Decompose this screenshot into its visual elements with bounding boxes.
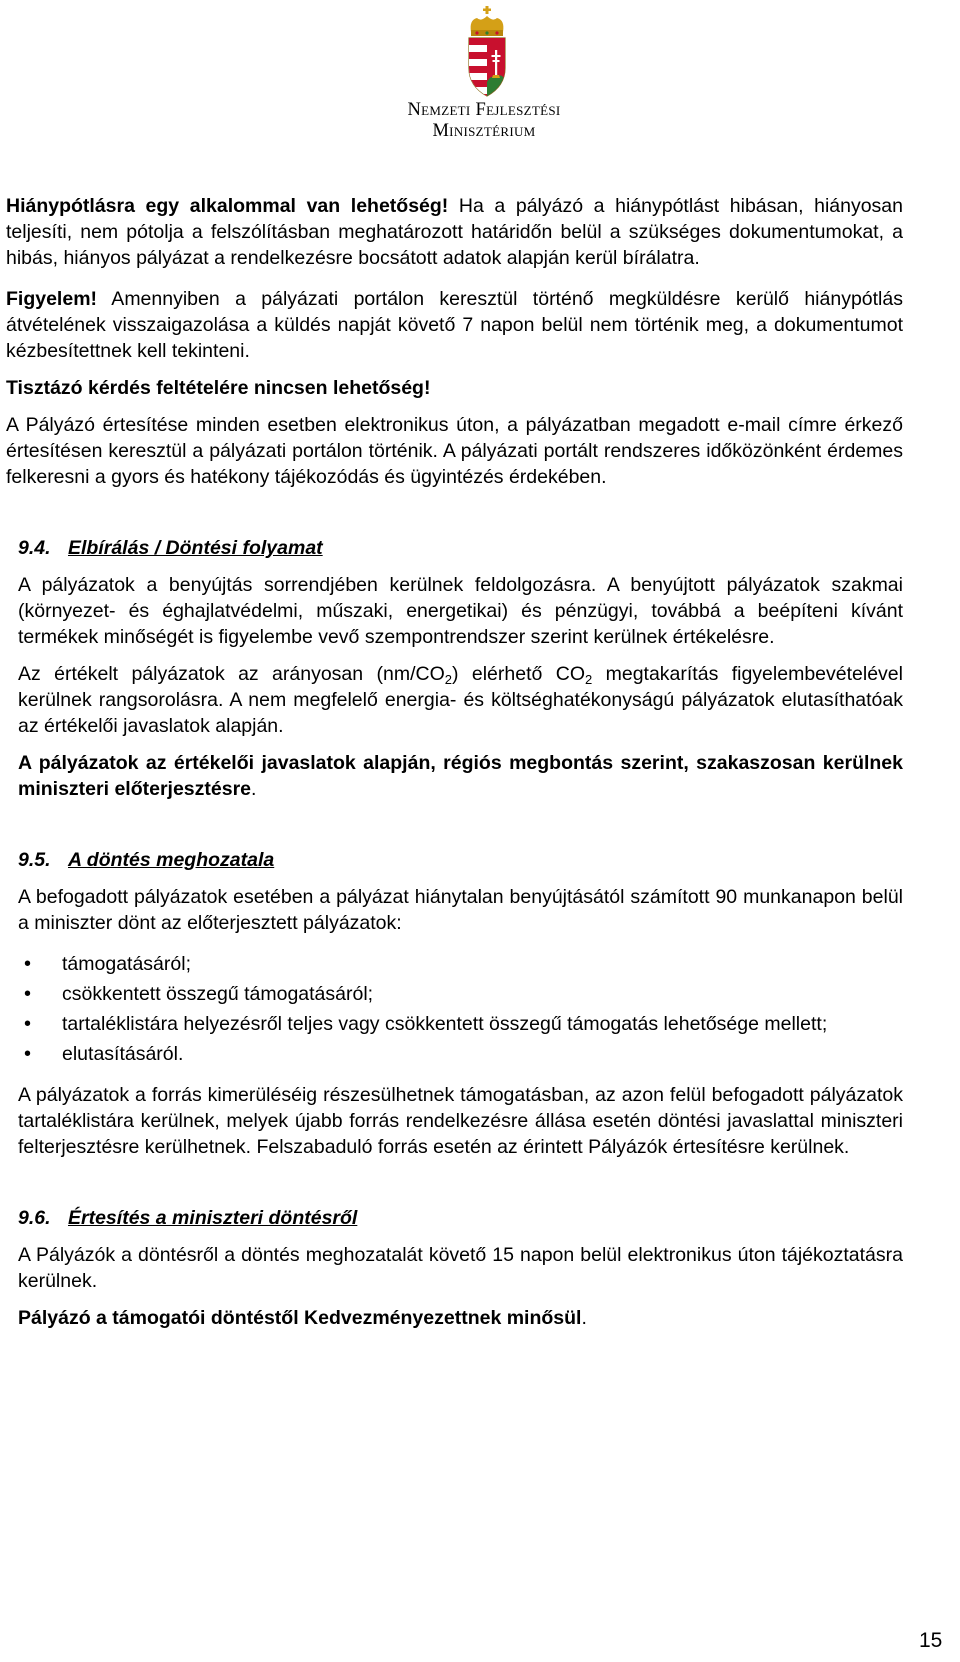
section-9-6-title: Értesítés a miniszteri döntésről — [68, 1207, 358, 1229]
ministry-name-line1: Nemzeti Fejlesztési — [407, 100, 561, 120]
section-9-6-number: 9.6. — [18, 1207, 51, 1229]
section-9-4-paragraph-3 — [18, 750, 903, 802]
page-number: 15 — [919, 1629, 943, 1652]
section-9-6 — [18, 1205, 903, 1331]
paragraph-attention-lead: Figyelem! — [6, 288, 98, 310]
section-9-5-title: A döntés meghozatala — [68, 849, 275, 871]
list-item: • elutasításáról. — [18, 1041, 903, 1067]
section-9-5-number: 9.5. — [18, 849, 51, 871]
section-9-4-heading — [18, 535, 903, 561]
list-item: • támogatásáról; — [18, 951, 903, 977]
paragraph-clarification: Tisztázó kérdés feltételére nincsen lehetőség! — [6, 377, 431, 399]
section-9-6-paragraph-2 — [18, 1305, 903, 1331]
ministry-name-line2: Minisztérium — [432, 121, 536, 141]
section-9-5 — [18, 847, 903, 1160]
decision-options-list — [18, 951, 903, 1067]
section-9-4-paragraph-2-part-a: Az értékelt pályázatok az arányosan (nm/CO — [18, 663, 445, 685]
paragraph-attention-text: Amennyiben a pályázati portálon keresztül történő megküldésre kerülő hiánypótlás átvételének visszaigazolása a küldés napját követő 7 napon belül nem történik meg, a dokumentumot kézbesítettnek kell tekinteni. — [6, 288, 903, 362]
section-9-6-heading — [18, 1205, 903, 1231]
paragraph-deficiency-text: Ha a pályázó a hiánypótlást hibásan, hiányosan teljesíti, nem pótolja a felszólításban meghatározott határidőn belül a szükséges dokumentumokat, a hibás, hiányos pályázat a rendelkezésre bocsátott adatok alapján kerül bírálatra. — [6, 195, 903, 269]
list-item: • tartaléklistára helyezésről teljes vagy csökkentett összegű támogatás lehetősége mellett; — [18, 1011, 903, 1037]
paragraph-notification: A Pályázó értesítése minden esetben elektronikus úton, a pályázatban megadott e-mail címre érkező értesítésen keresztül a pályázati portálon történik. A pályázati portált rendszeres időközönként érdemes felkeresni a gyors és hatékony tájékozódás és ügyintézés érdekében. — [6, 414, 903, 488]
section-9-4-paragraph-2-part-b: ) elérhető CO — [452, 663, 585, 685]
section-9-4-paragraph-2 — [18, 661, 903, 739]
co2-subscript-2: 2 — [584, 672, 593, 687]
section-9-5-outro: A pályázatok a forrás kimerüléséig részesülhetnek támogatásban, az azon felül befogadott pályázatok tartaléklistára kerülnek, melyek újabb forrás rendelkezésre állása esetén döntési javaslattal miniszteri felterjesztésre kerülhetnek. Felszabaduló forrás esetén az érintett Pályázók értesítésre kerülnek. — [18, 1084, 903, 1158]
paragraph-deficiency — [6, 193, 903, 271]
section-9-4-paragraph-2-part-c: megtakarítás figyelembevételével kerülnek rangsorolásra. A nem megfelelő energia- és költséghatékonyságú pályázatok elutasíthatóak az értékelői javaslatok alapján. — [18, 663, 903, 737]
section-9-4-number: 9.4. — [18, 537, 51, 559]
section-9-4-paragraph-3-end: . — [251, 778, 257, 800]
section-9-6-paragraph-2-end: . — [581, 1307, 587, 1329]
list-item: • csökkentett összegű támogatásáról; — [18, 981, 903, 1007]
section-9-4-paragraph-3-bold: A pályázatok az értékelői javaslatok alapján, régiós megbontás szerint, szakaszosan kerülnek miniszteri előterjesztésre — [18, 752, 903, 800]
section-9-5-heading — [18, 847, 903, 873]
paragraph-attention — [6, 286, 903, 364]
section-9-6-paragraph-1: A Pályázók a döntésről a döntés meghozatalát követő 15 napon belül elektronikus úton tájékoztatásra kerülnek. — [18, 1244, 903, 1292]
section-9-4 — [18, 535, 903, 802]
letterhead — [0, 0, 960, 150]
section-9-5-intro: A befogadott pályázatok esetében a pályázat hiánytalan benyújtásától számított 90 munkanapon belül a miniszter dönt az előterjesztett pályázatok: — [18, 886, 903, 934]
section-9-6-paragraph-2-bold: Pályázó a támogatói döntéstől Kedvezményezettnek minősül — [18, 1307, 582, 1329]
document-body — [6, 193, 903, 1331]
co2-subscript-1: 2 — [444, 672, 452, 687]
section-9-4-paragraph-1: A pályázatok a benyújtás sorrendjében kerülnek feldolgozásra. A benyújtott pályázatok szakmai (környezet- és éghajlatvédelmi, műszaki, energetikai) és pénzügyi, továbbá a beépíteni kívánt termékek minőségét is figyelembe vevő szempontrendszer szerint kerülnek értékelésre. — [18, 574, 903, 648]
hungarian-coat-of-arms-icon — [463, 6, 511, 98]
ministry-name — [0, 100, 960, 142]
section-9-4-title: Elbírálás / Döntési folyamat — [68, 537, 323, 559]
paragraph-deficiency-lead: Hiánypótlásra egy alkalommal van lehetőség! — [6, 195, 449, 217]
